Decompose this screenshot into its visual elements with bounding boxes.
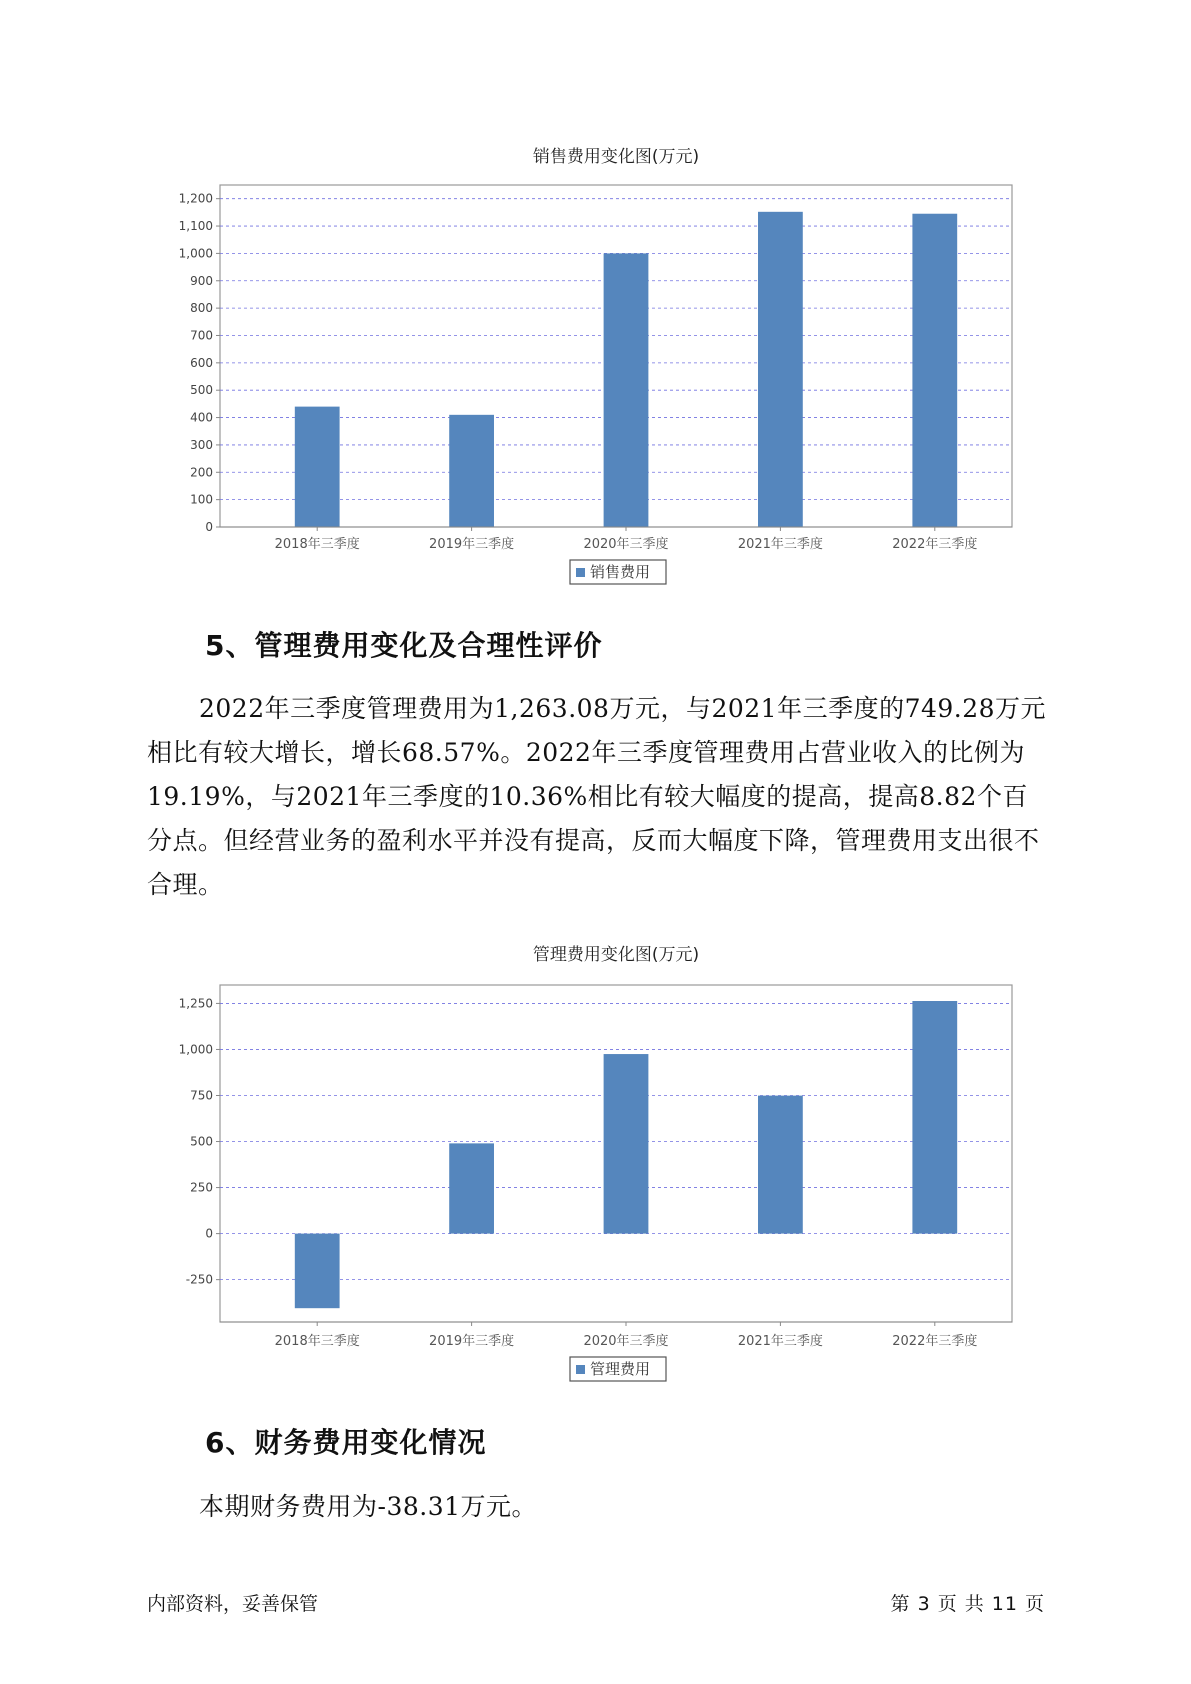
- footer-page-number: 第 3 页 共 11 页: [890, 1593, 1045, 1615]
- y-tick-label: 200: [190, 465, 213, 480]
- y-tick-label: 800: [190, 301, 213, 316]
- chart-legend: [570, 1357, 666, 1381]
- bar-2019年三季度: [449, 1143, 494, 1233]
- section5-heading: 5、管理费用变化及合理性评价: [205, 629, 603, 662]
- y-tick-label: 500: [190, 1134, 213, 1149]
- legend-swatch: [576, 1365, 585, 1374]
- legend-label: 销售费用: [590, 563, 651, 581]
- y-tick-label: 0: [205, 520, 213, 534]
- chart-title: 管理费用变化图(万元): [532, 945, 700, 965]
- x-tick-label: 2022年三季度: [892, 1334, 978, 1349]
- y-tick-label: 600: [190, 355, 213, 370]
- x-tick-label: 2020年三季度: [583, 537, 669, 552]
- section6-heading: 6、财务费用变化情况: [205, 1426, 487, 1459]
- y-tick-label: 750: [190, 1088, 213, 1103]
- y-tick-label: 700: [190, 328, 213, 343]
- bar-2022年三季度: [912, 1001, 957, 1234]
- x-tick-label: 2022年三季度: [892, 537, 978, 552]
- x-tick-label: 2019年三季度: [429, 1334, 515, 1349]
- y-tick-label: 0: [205, 1226, 213, 1241]
- y-tick-label: 500: [190, 383, 213, 398]
- bar-2020年三季度: [604, 1054, 649, 1234]
- y-tick-label: 1,100: [178, 219, 213, 234]
- x-tick-label: 2018年三季度: [274, 1334, 360, 1349]
- bar-2018年三季度: [295, 1234, 340, 1309]
- bar-2021年三季度: [758, 1096, 803, 1234]
- x-tick-label: 2018年三季度: [274, 537, 360, 552]
- y-tick-label: 250: [190, 1180, 213, 1195]
- chart-title: 销售费用变化图(万元): [532, 147, 700, 167]
- section6-paragraph: 本期财务费用为-38.31万元。: [199, 1492, 538, 1521]
- x-tick-label: 2019年三季度: [429, 537, 515, 552]
- y-tick-label: 1,000: [178, 1042, 213, 1057]
- x-tick-label: 2020年三季度: [583, 1334, 669, 1349]
- y-tick-label: 1,000: [178, 246, 213, 261]
- x-tick-label: 2021年三季度: [737, 537, 823, 552]
- y-tick-label: 100: [190, 492, 213, 507]
- y-tick-label: 300: [190, 437, 213, 452]
- x-tick-label: 2021年三季度: [737, 1334, 823, 1349]
- legend-label: 管理费用: [590, 1360, 651, 1378]
- y-tick-label: -250: [185, 1272, 213, 1287]
- y-tick-label: 1,200: [178, 191, 213, 206]
- y-tick-label: 400: [190, 410, 213, 425]
- section5-paragraph: 2022年三季度管理费用为1,263.08万元，与2021年三季度的749.28万元相比有较大增长，增长68.57%。2022年三季度管理费用占营业收入的比例为19.19%，与2021年三季度的10.36%相比有较大幅度的提高，提高8.82个百分点。但经营业务的盈利水平并没有提高，反而大幅度下降，管理费用支出很不合理。: [147, 694, 1047, 899]
- footer-confidential-note: 内部资料，妥善保管: [147, 1593, 319, 1615]
- y-tick-label: 1,250: [178, 996, 213, 1011]
- y-tick-label: 900: [190, 273, 213, 288]
